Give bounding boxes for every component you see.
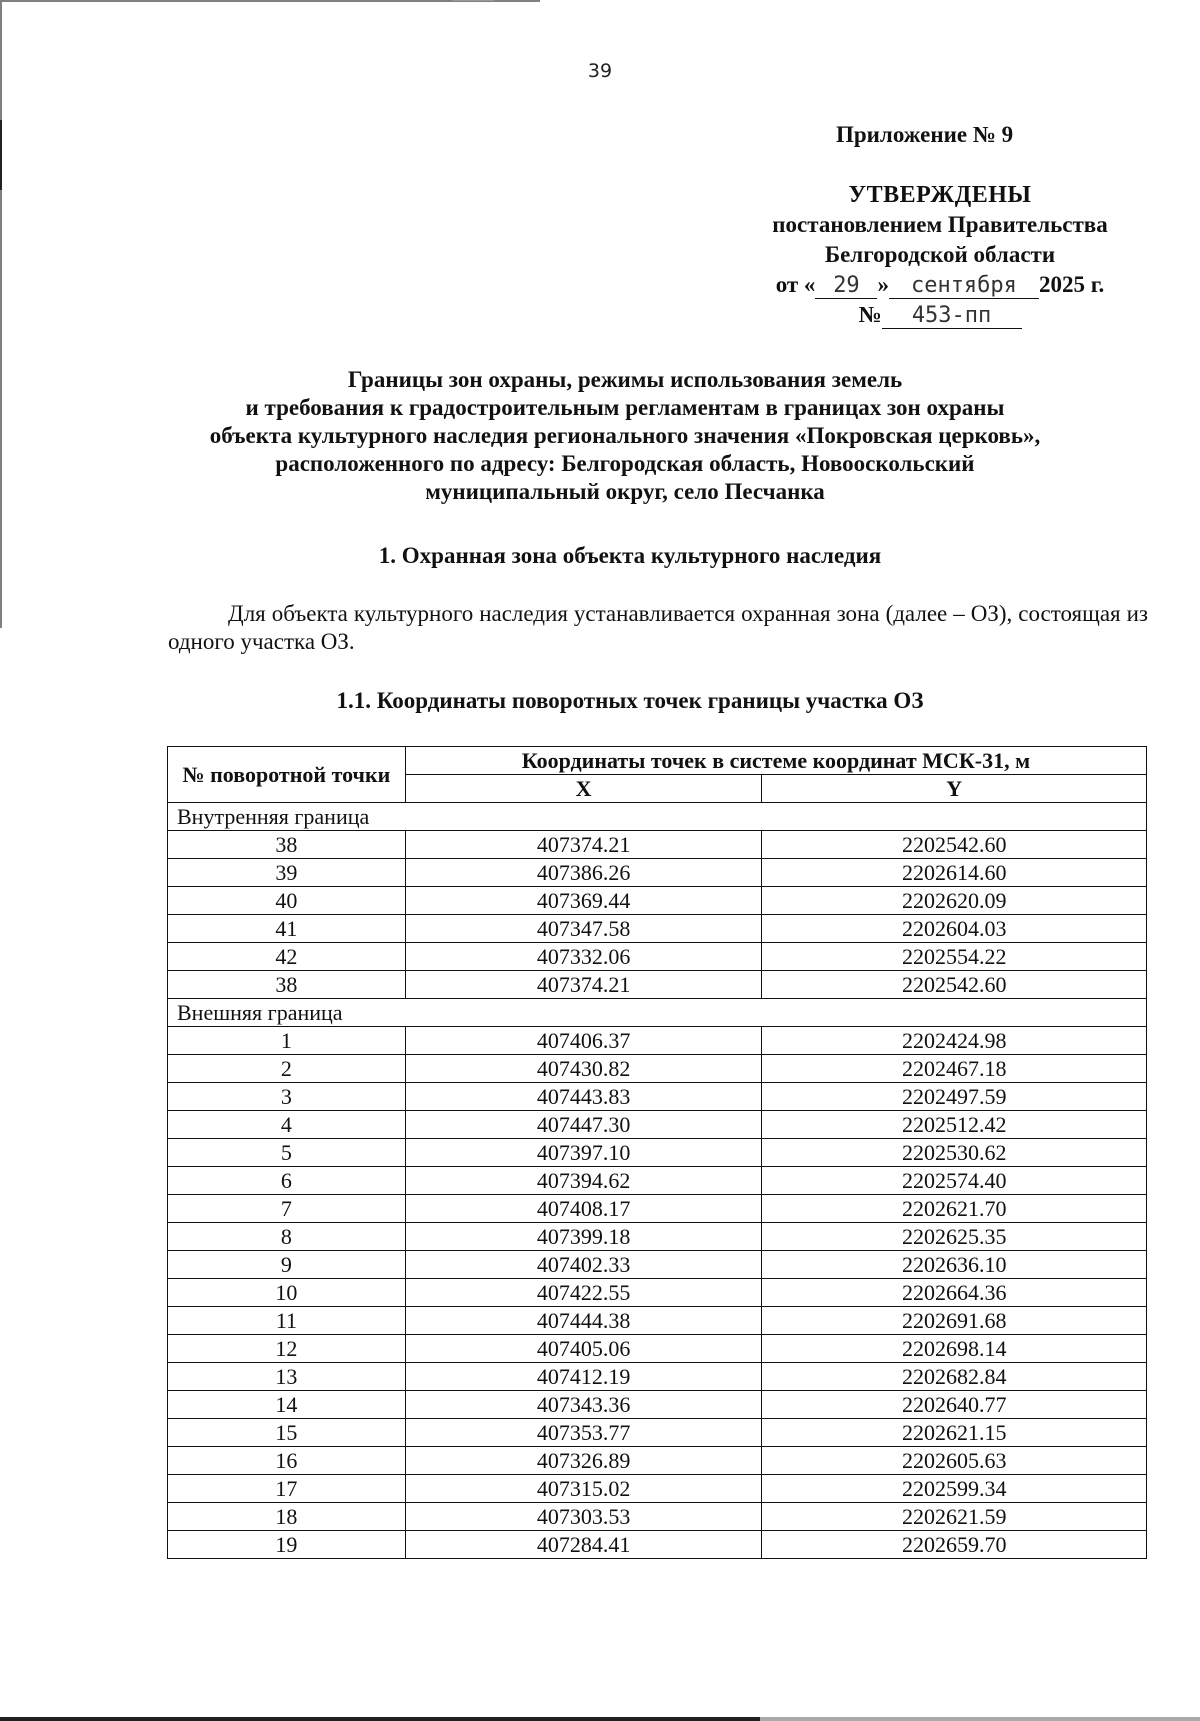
point-number-cell: 38 xyxy=(168,831,406,859)
y-coordinate-cell: 2202424.98 xyxy=(762,1027,1147,1055)
x-coordinate-cell: 407406.37 xyxy=(405,1027,762,1055)
header-x: X xyxy=(405,775,762,803)
y-coordinate-cell: 2202554.22 xyxy=(762,943,1147,971)
table-row xyxy=(168,887,1147,915)
y-coordinate-cell: 2202604.03 xyxy=(762,915,1147,943)
table-row xyxy=(168,1363,1147,1391)
table-row xyxy=(168,1307,1147,1335)
table-row xyxy=(168,1475,1147,1503)
table-row xyxy=(168,1447,1147,1475)
y-coordinate-cell: 2202530.62 xyxy=(762,1139,1147,1167)
table-group-row xyxy=(168,803,1147,831)
approval-date xyxy=(710,270,1170,300)
title-line: объекта культурного наследия регионального значения «Покровская церковь», xyxy=(209,423,1041,448)
table-row xyxy=(168,1279,1147,1307)
point-number-cell: 9 xyxy=(168,1251,406,1279)
x-coordinate-cell: 407374.21 xyxy=(405,971,762,999)
y-coordinate-cell: 2202625.35 xyxy=(762,1223,1147,1251)
point-number-cell: 39 xyxy=(168,859,406,887)
document-title xyxy=(140,366,1110,506)
table-header-row xyxy=(168,747,1147,775)
y-coordinate-cell: 2202614.60 xyxy=(762,859,1147,887)
y-coordinate-cell: 2202659.70 xyxy=(762,1531,1147,1559)
x-coordinate-cell: 407303.53 xyxy=(405,1503,762,1531)
y-coordinate-cell: 2202621.70 xyxy=(762,1195,1147,1223)
page-number: 39 xyxy=(587,60,613,82)
x-coordinate-cell: 407374.21 xyxy=(405,831,762,859)
approval-line-1: постановлением Правительства xyxy=(772,212,1108,237)
x-coordinate-cell: 407405.06 xyxy=(405,1335,762,1363)
y-coordinate-cell: 2202691.68 xyxy=(762,1307,1147,1335)
x-coordinate-cell: 407408.17 xyxy=(405,1195,762,1223)
y-coordinate-cell: 2202664.36 xyxy=(762,1279,1147,1307)
scan-edge-left-dark xyxy=(0,120,2,190)
x-coordinate-cell: 407412.19 xyxy=(405,1363,762,1391)
y-coordinate-cell: 2202542.60 xyxy=(762,971,1147,999)
number-prefix: № xyxy=(858,302,882,327)
point-number-cell: 12 xyxy=(168,1335,406,1363)
point-number-cell: 13 xyxy=(168,1363,406,1391)
table-row xyxy=(168,1223,1147,1251)
y-coordinate-cell: 2202497.59 xyxy=(762,1083,1147,1111)
header-y: Y xyxy=(762,775,1147,803)
approval-number xyxy=(710,300,1170,330)
x-coordinate-cell: 407397.10 xyxy=(405,1139,762,1167)
point-number-cell: 7 xyxy=(168,1195,406,1223)
point-number-cell: 41 xyxy=(168,915,406,943)
approval-heading: УТВЕРЖДЕНЫ xyxy=(848,182,1032,208)
y-coordinate-cell: 2202599.34 xyxy=(762,1475,1147,1503)
y-coordinate-cell: 2202621.15 xyxy=(762,1419,1147,1447)
table-row xyxy=(168,1055,1147,1083)
table-row xyxy=(168,1251,1147,1279)
table-row xyxy=(168,831,1147,859)
x-coordinate-cell: 407386.26 xyxy=(405,859,762,887)
y-coordinate-cell: 2202512.42 xyxy=(762,1111,1147,1139)
point-number-cell: 19 xyxy=(168,1531,406,1559)
table-row xyxy=(168,859,1147,887)
point-number-cell: 17 xyxy=(168,1475,406,1503)
date-month-field: сентября xyxy=(889,274,1039,299)
table-row xyxy=(168,1111,1147,1139)
x-coordinate-cell: 407347.58 xyxy=(405,915,762,943)
point-number-cell: 40 xyxy=(168,887,406,915)
group-label: Внутренняя граница xyxy=(168,803,1147,831)
table-row xyxy=(168,1027,1147,1055)
point-number-cell: 6 xyxy=(168,1167,406,1195)
number-field: 453-пп xyxy=(882,304,1022,329)
point-number-cell: 5 xyxy=(168,1139,406,1167)
y-coordinate-cell: 2202682.84 xyxy=(762,1363,1147,1391)
point-number-cell: 38 xyxy=(168,971,406,999)
appendix-title: Приложение № 9 xyxy=(836,122,1014,147)
x-coordinate-cell: 407315.02 xyxy=(405,1475,762,1503)
coordinates-table xyxy=(167,746,1147,1559)
date-mid: » xyxy=(877,272,889,297)
section-paragraph: Для объекта культурного наследия устанавливается охранная зона (далее – ОЗ), состоящая из одного участка ОЗ. xyxy=(168,601,1148,654)
table-row xyxy=(168,943,1147,971)
table-row xyxy=(168,1167,1147,1195)
point-number-cell: 2 xyxy=(168,1055,406,1083)
x-coordinate-cell: 407394.62 xyxy=(405,1167,762,1195)
group-label: Внешняя граница xyxy=(168,999,1147,1027)
point-number-cell: 3 xyxy=(168,1083,406,1111)
y-coordinate-cell: 2202621.59 xyxy=(762,1503,1147,1531)
y-coordinate-cell: 2202605.63 xyxy=(762,1447,1147,1475)
point-number-cell: 11 xyxy=(168,1307,406,1335)
y-coordinate-cell: 2202467.18 xyxy=(762,1055,1147,1083)
x-coordinate-cell: 407430.82 xyxy=(405,1055,762,1083)
point-number-cell: 14 xyxy=(168,1391,406,1419)
subsection-heading: 1.1. Координаты поворотных точек границы участка ОЗ xyxy=(336,688,924,713)
table-row xyxy=(168,1531,1147,1559)
table-row xyxy=(168,1195,1147,1223)
x-coordinate-cell: 407284.41 xyxy=(405,1531,762,1559)
y-coordinate-cell: 2202636.10 xyxy=(762,1251,1147,1279)
header-point-number: № поворотной точки xyxy=(168,747,406,803)
date-day-field: 29 xyxy=(815,274,877,299)
x-coordinate-cell: 407399.18 xyxy=(405,1223,762,1251)
date-prefix: от « xyxy=(775,272,816,297)
header-coords-group: Координаты точек в системе координат МСК-31, м xyxy=(405,747,1146,775)
point-number-cell: 16 xyxy=(168,1447,406,1475)
title-line: муниципальный округ, село Песчанка xyxy=(425,479,825,504)
scan-edge-top-fragment xyxy=(452,0,494,1)
point-number-cell: 8 xyxy=(168,1223,406,1251)
y-coordinate-cell: 2202640.77 xyxy=(762,1391,1147,1419)
point-number-cell: 18 xyxy=(168,1503,406,1531)
x-coordinate-cell: 407443.83 xyxy=(405,1083,762,1111)
title-line: и требования к градостроительным регламентам в границах зон охраны xyxy=(245,395,1005,420)
x-coordinate-cell: 407422.55 xyxy=(405,1279,762,1307)
title-line: Границы зон охраны, режимы использования земель xyxy=(347,367,903,392)
y-coordinate-cell: 2202542.60 xyxy=(762,831,1147,859)
table-row xyxy=(168,1335,1147,1363)
table-body xyxy=(168,803,1147,1559)
x-coordinate-cell: 407369.44 xyxy=(405,887,762,915)
table-row xyxy=(168,1391,1147,1419)
point-number-cell: 10 xyxy=(168,1279,406,1307)
point-number-cell: 1 xyxy=(168,1027,406,1055)
table-row xyxy=(168,971,1147,999)
section-heading: 1. Охранная зона объекта культурного наследия xyxy=(378,543,882,568)
x-coordinate-cell: 407447.30 xyxy=(405,1111,762,1139)
y-coordinate-cell: 2202620.09 xyxy=(762,887,1147,915)
table-group-row xyxy=(168,999,1147,1027)
y-coordinate-cell: 2202698.14 xyxy=(762,1335,1147,1363)
table-row xyxy=(168,915,1147,943)
x-coordinate-cell: 407353.77 xyxy=(405,1419,762,1447)
date-year: 2025 г. xyxy=(1038,272,1105,297)
x-coordinate-cell: 407343.36 xyxy=(405,1391,762,1419)
x-coordinate-cell: 407444.38 xyxy=(405,1307,762,1335)
table-row xyxy=(168,1503,1147,1531)
x-coordinate-cell: 407332.06 xyxy=(405,943,762,971)
x-coordinate-cell: 407326.89 xyxy=(405,1447,762,1475)
point-number-cell: 4 xyxy=(168,1111,406,1139)
table-row xyxy=(168,1139,1147,1167)
approval-block xyxy=(710,180,1170,330)
table-row xyxy=(168,1083,1147,1111)
point-number-cell: 15 xyxy=(168,1419,406,1447)
point-number-cell: 42 xyxy=(168,943,406,971)
scan-edge-left xyxy=(0,0,2,628)
approval-line-2: Белгородской области xyxy=(824,242,1056,267)
table-row xyxy=(168,1419,1147,1447)
title-line: расположенного по адресу: Белгородская область, Новооскольский xyxy=(275,451,975,476)
scan-edge-bottom-light xyxy=(760,1717,1200,1721)
y-coordinate-cell: 2202574.40 xyxy=(762,1167,1147,1195)
x-coordinate-cell: 407402.33 xyxy=(405,1251,762,1279)
